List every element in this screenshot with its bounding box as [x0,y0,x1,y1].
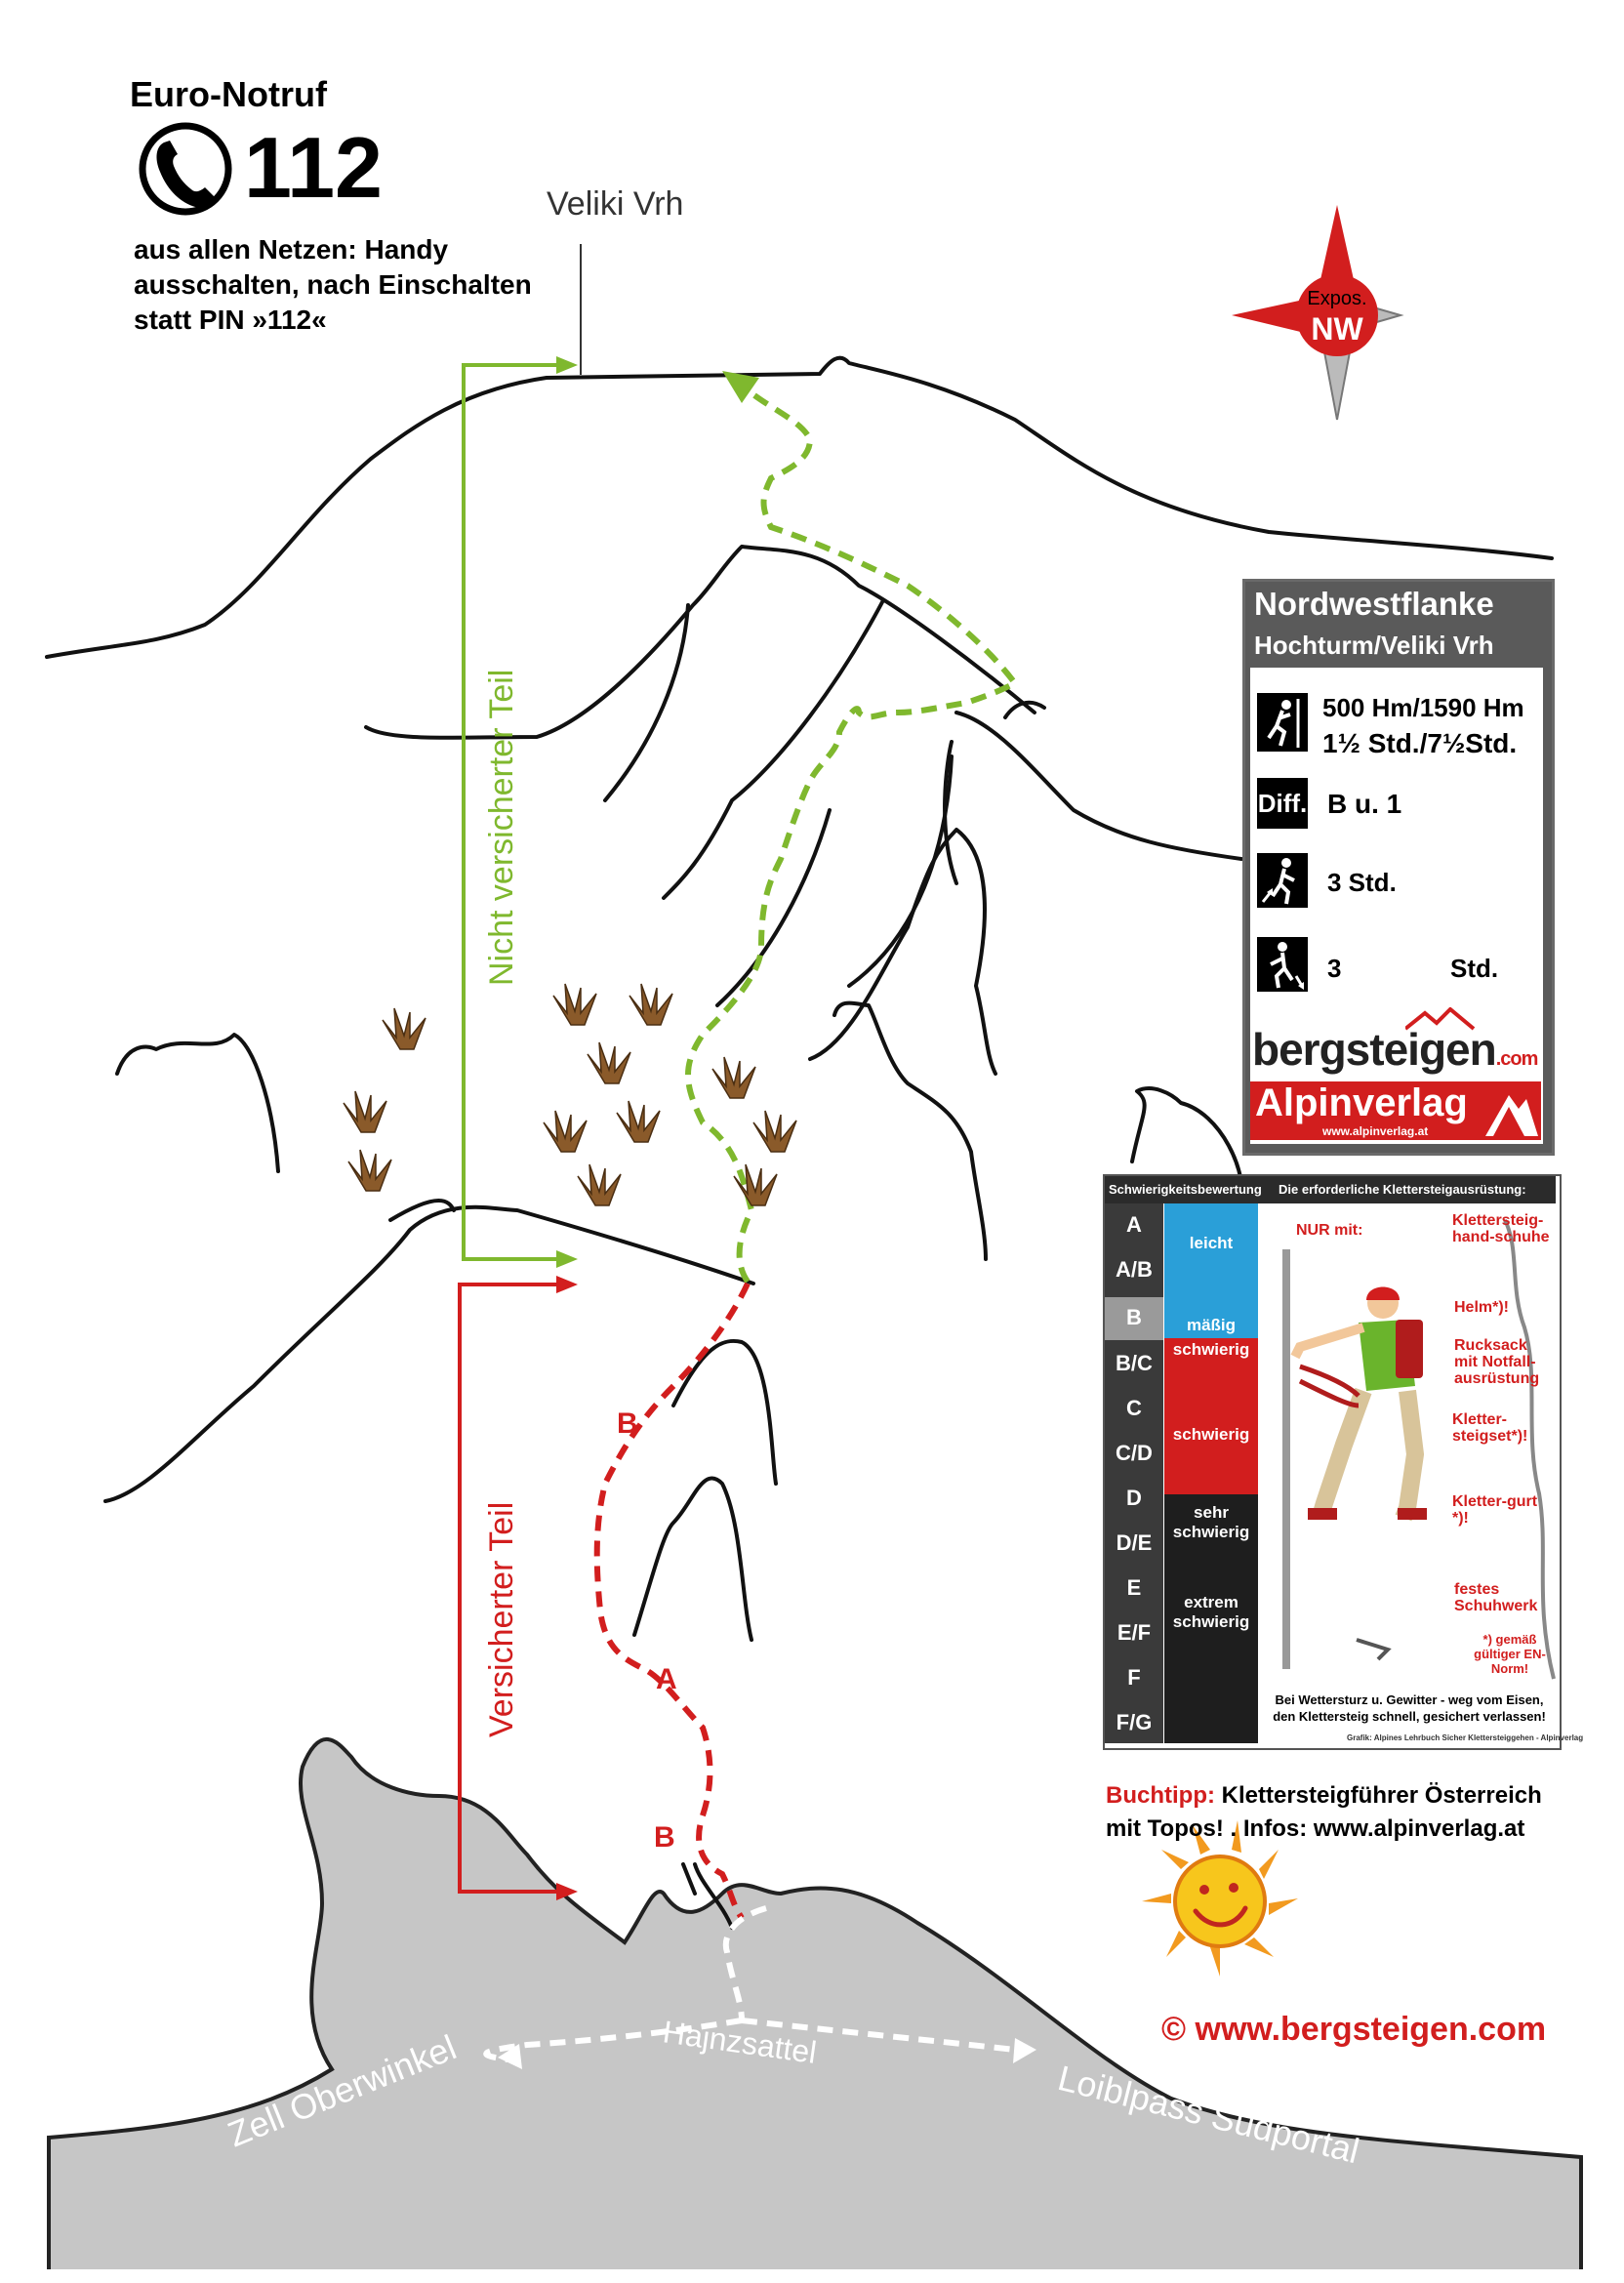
band-maessig: mäßig [1186,1316,1237,1334]
elevation-icon [1257,693,1308,752]
grade-d: D [1126,1486,1142,1510]
unsecured-route [688,386,1015,1282]
ascent-icon [1257,853,1308,908]
nur-mit-label: NUR mit: [1296,1222,1363,1239]
grade-f: F [1127,1665,1141,1690]
emergency-text: aus allen Netzen: Handy ausschalten, nach Einschalten statt PIN »112« [134,234,532,335]
grass-tufts [344,984,796,1205]
grade-column [1105,1203,1163,1743]
secured-label: Versicherter Teil [483,1501,520,1737]
copyright-url[interactable]: © www.bergsteigen.com [1161,2011,1547,2048]
equip-backpack: Rucksack mit Notfall-ausrüstung [1454,1337,1540,1387]
grade-fg: F/G [1116,1710,1153,1734]
equip-helmet: Helm*)! [1454,1299,1510,1316]
grade-a: A [1126,1212,1142,1237]
compass-label: Expos. [1307,288,1367,309]
book-tip [1106,1779,1555,1846]
grade-e: E [1126,1575,1142,1600]
bergsteigen-logo [1252,1023,1537,1076]
equip-gloves: Klettersteig-hand-schuhe [1452,1212,1550,1245]
band-extrem-schwierig: extrem schwierig [1172,1593,1250,1631]
alpinverlag-logo-text: Alpinverlag [1255,1081,1468,1124]
grade-mark-2: A [656,1663,677,1695]
grade-cd: C/D [1116,1441,1153,1465]
peak-label: Veliki Vrh [547,185,684,223]
grade-c: C [1126,1396,1142,1420]
difficulty-value: B u. 1 [1327,789,1402,819]
grade-ab: A/B [1116,1257,1153,1282]
equip-harness: Kletter-gurt *)! [1452,1493,1538,1527]
grade-b: B [1126,1305,1142,1329]
phone-icon [142,126,228,212]
grade-bc: B/C [1116,1351,1153,1375]
bergsteigen-logo-text: bergsteigen [1252,1024,1496,1075]
right-destination: Loiblpass Südportal [1054,2057,1363,2172]
saddle-label: Hajnzsattel [661,2014,819,2070]
band-leicht: leicht [1189,1234,1234,1252]
total-time-value: 1½ Std./7½Std. [1322,728,1518,758]
band-schwierig-2: schwierig [1172,1425,1250,1444]
band-schwierig-1: schwierig [1172,1340,1250,1359]
descent-time-unit: Std. [1450,954,1499,983]
equipment-title: Die erforderliche Klettersteigausrüstung: [1279,1182,1526,1197]
grade-ef: E/F [1116,1620,1152,1645]
band-sehr-schwierig: sehr schwierig [1172,1503,1250,1541]
difficulty-scale-title: Schwierigkeitsbewertung [1109,1182,1262,1197]
descent-icon [1257,937,1308,992]
elevation-value: 500 Hm/1590 Hm [1322,693,1524,722]
card-title: Nordwestflanke [1254,586,1494,622]
equip-via-ferrata-set: Kletter-steigset*)! [1452,1411,1528,1445]
ascent-time: 3 Std. [1327,868,1397,897]
card-subtitle: Hochturm/Veliki Vrh [1254,631,1494,660]
difficulty-icon: Diff. [1257,778,1308,829]
compass-direction: NW [1311,311,1363,347]
weather-warning: Bei Wettersturz u. Gewitter - weg vom Eisen, den Klettersteig schnell, gesichert verlassen! [1273,1692,1546,1724]
book-tip-label: Buchtipp: [1106,1782,1215,1809]
grade-mark-3: B [654,1821,675,1854]
descent-time-value: 3 [1327,954,1342,983]
emergency-title: Euro-Notruf [130,74,327,114]
alpinverlag-url: www.alpinverlag.at [1322,1124,1429,1138]
grade-de: D/E [1116,1530,1153,1555]
equip-shoes: festes Schuhwerk [1454,1581,1538,1614]
left-destination: Zell Oberwinkel [222,2026,463,2155]
equip-norm-note: *) gemäß gültiger EN-Norm! [1474,1632,1546,1676]
book-tip-text: Klettersteigführer Österreich mit Topos! . Infos: www.alpinverlag.at [1106,1782,1542,1842]
alpinverlag-mountain-icon [1485,1085,1538,1136]
bergsteigen-logo-suffix: .com [1495,1048,1538,1070]
unsecured-label: Nicht versicherter Teil [483,669,520,986]
climber-illustration [1261,1210,1556,1689]
graphic-credit: Grafik: Alpines Lehrbuch Sicher Klettersteiggehen - Alpinverlag [1347,1733,1584,1742]
emergency-number: 112 [244,119,383,216]
band-hard [1164,1338,1258,1494]
grade-mark-1: B [617,1407,638,1440]
